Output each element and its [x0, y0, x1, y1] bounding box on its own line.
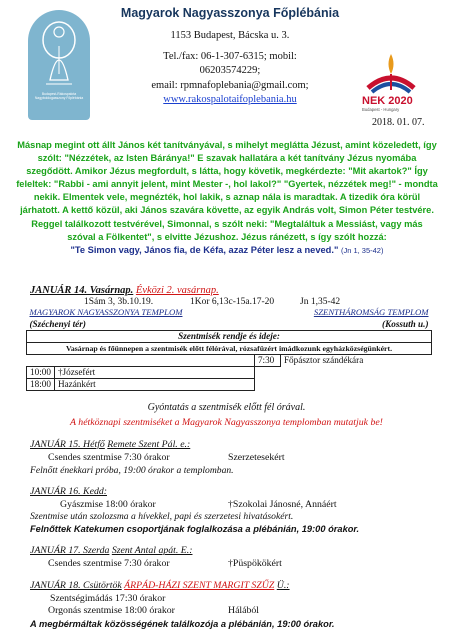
mass-label: Szentségimádás 17:30 órakor: [50, 593, 166, 604]
day-extra: Felnőtt énekkari próba, 19:00 órakor a templomban.: [30, 465, 234, 476]
phone-line: Tel./fax: 06-1-307-6315; mobil:: [163, 50, 297, 62]
day-heading: [30, 580, 290, 591]
mass-intention: Szerzetesekért: [228, 452, 285, 463]
intention-cell-right: [280, 366, 431, 378]
parish-logo: [28, 10, 90, 120]
bulletin-date: 2018. 01. 07.: [372, 117, 425, 128]
gospel-reference: (Jn 1, 35-42): [340, 245, 384, 255]
day-feast-tail: Ü.:: [276, 580, 290, 591]
time-cell: 10:00: [27, 366, 55, 378]
church-right: SZENTHÁROMSÁG TEMPLOM: [313, 307, 429, 317]
mobile-line: 06203574229;: [199, 65, 261, 76]
day-extra: Szentmise után szolozsma a hívekkel, papi és szerzetesi hivatásokért.: [30, 511, 294, 522]
time-cell: [27, 354, 55, 366]
day-heading: [30, 486, 107, 497]
logo-caption: Budapest-Rákospalota Nagyboldogasszony Főplébánia: [34, 92, 84, 101]
rosary-note: Vasárnap és főünnepen a szentmisék előtt félórával, rózsafüzért imádkozunk egyházközségünkért.: [27, 342, 432, 354]
nek-subtitle: Budapest - Hungary: [362, 107, 400, 112]
reading-1: 1Sám 3, 3b.10.19.: [84, 297, 154, 307]
gospel-text: [16, 139, 438, 257]
day-date: JANUÁR 16. Kedd:: [30, 486, 107, 497]
nek-title: NEK 2020: [362, 95, 413, 107]
sunday-name: Évközi 2. vasárnap.: [135, 285, 219, 296]
order-label: Szentmisék rendje és ideje:: [27, 330, 432, 342]
time-cell: 18:00: [27, 378, 55, 390]
day-date: JANUÁR 15. Hétfő: [30, 439, 105, 450]
weekday-note: A hétköznapi szentmiséket a Magyarok Nagyasszonya templomban mutatjuk be!: [70, 417, 383, 428]
website-link[interactable]: www.rakospalotaifoplebania.hu: [163, 94, 297, 105]
mass-label: Gyászmise 18:00 órakor: [60, 499, 156, 510]
reading-3: Jn 1,35-42: [300, 297, 341, 307]
parish-title: Magyarok Nagyasszonya Főplébánia: [120, 6, 340, 20]
time-cell-right: [254, 378, 280, 390]
intention-cell: [54, 354, 254, 366]
madonna-icon: [28, 10, 90, 120]
table-row: [27, 378, 432, 390]
day-heading: [30, 545, 192, 556]
header: [100, 6, 360, 108]
street-left: (Széchenyi tér): [29, 318, 86, 329]
mass-label-2: Orgonás szentmise 18:00 órakor: [48, 605, 175, 616]
gospel-quote: "Te Simon vagy, János fia, de Kéfa, azaz Péter lesz a neved.": [70, 244, 339, 255]
mass-intention-2: Hálából: [228, 605, 260, 616]
reading-2: 1Kor 6,13c-15a.17-20: [190, 297, 275, 307]
confession-note: Gyóntatás a szentmisék előtt fél órával.: [147, 402, 306, 413]
mass-schedule-table: [26, 306, 432, 391]
intention-cell-right: [280, 378, 431, 390]
table-row: [27, 366, 432, 378]
mass-intention: †Püspökökért: [228, 558, 282, 569]
church-left: MAGYAROK NAGYASSZONYA TEMPLOM: [29, 307, 183, 317]
street-right: (Kossuth u.): [382, 318, 429, 329]
day-date: JANUÁR 17. Szerda: [30, 545, 110, 556]
time-cell-right: 7:30: [254, 354, 280, 366]
mass-label: Csendes szentmise 7:30 órakor: [48, 558, 170, 569]
table-row: [27, 354, 432, 366]
time-cell-right: [254, 366, 280, 378]
sunday-heading: [30, 285, 219, 296]
day-feast: Remete Szent Pál. e.:: [107, 439, 191, 450]
sunday-date: JANUÁR 14. Vasárnap.: [30, 285, 134, 296]
day-feast: Szent Antal apát. E.:: [111, 545, 193, 556]
day-extra-bold: Felnőttek Katekumen csoportjának foglalkozása a plébánián, 19:00 órakor.: [30, 524, 360, 534]
day-feast: ÁRPÁD-HÁZI SZENT MARGIT SZŰZ: [124, 580, 275, 591]
day-extra-bold: A megbérmáltak közösségének találkozója a plébánián, 19:00 órakor.: [30, 619, 335, 629]
mass-intention: †Szokolai Jánosné, Annáért: [228, 499, 337, 510]
day-heading: [30, 439, 190, 450]
intention-cell-right: Főpásztor szándékára: [283, 355, 364, 366]
address: 1153 Budapest, Bácska u. 3.: [170, 30, 290, 41]
mass-label: Csendes szentmise 7:30 órakor: [48, 452, 170, 463]
day-date: JANUÁR 18. Csütörtök: [30, 580, 122, 591]
gospel-paragraph: Másnap megint ott állt János két tanítványával, s mihelyt meglátta Jézust, amint közeledett, így szólt: "Nézzétek, az Isten Báránya!" E szavak hallatára a két tanítvány Jézus nyomába szegődött. Amikor Jézus megfordult, s látta, hogy követik, megkérdezte: "Mit akartok?" Így feleltek: "Rabbi - ami annyit jelent, mint Mester -, hol lakol?" "Gyertek, nézzétek meg!" - mondta nekik. Elmentek vele, megnézték, hol lakik, s aznap nála is maradtak. A tizedik óra körül járhatott. A kettő közül, aki János szavára követte, az egyik András volt, Simon Péter testvére. Reggel találkozott testvérével, Simonnal, s szólt neki: "Megtaláltuk a Messiást, vagy más szóval a Fölkentet", s elvitte Jézushoz. Jézus ránézett, s így szólt hozzá:: [16, 140, 438, 242]
intention-cell: †Józsefért: [54, 366, 254, 378]
email-line: email: rpmnafoplebania@gmail.com;: [151, 79, 309, 91]
intention-cell: Hazánkért: [54, 378, 254, 390]
